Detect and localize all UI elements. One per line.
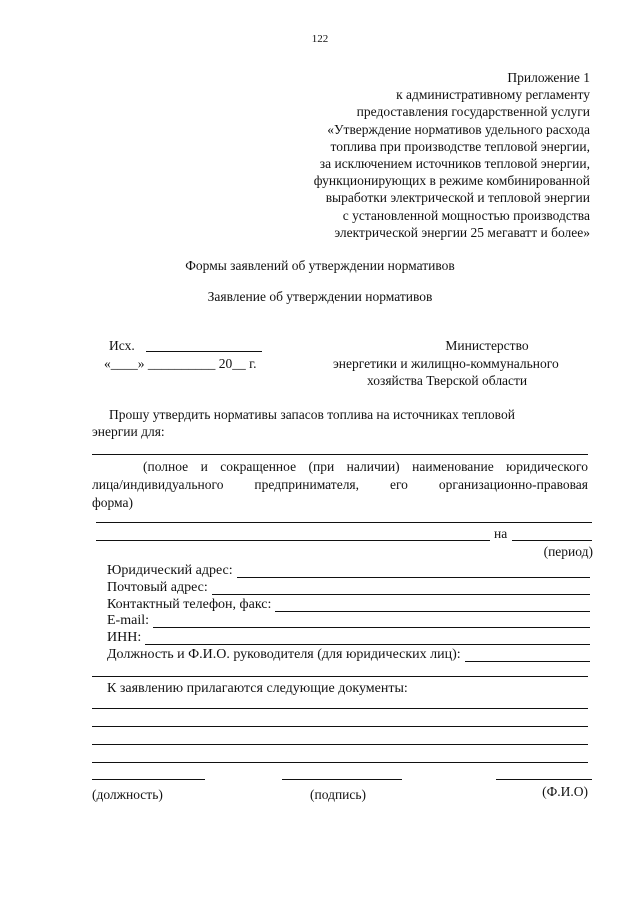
org-name-field[interactable] — [92, 454, 588, 455]
fio-signature-line[interactable] — [496, 779, 592, 780]
phone-fax-label: Контактный телефон, факс: — [107, 597, 272, 612]
org-name-field-2[interactable] — [96, 522, 592, 523]
appendix-line: предоставления государственной услуги — [356, 104, 590, 120]
email-label: E-mail: — [107, 613, 149, 628]
period-field[interactable] — [512, 540, 592, 541]
forms-title: Формы заявлений об утверждении нормативов — [185, 258, 455, 273]
subject-field[interactable] — [96, 540, 490, 541]
attachment-line[interactable] — [92, 726, 588, 727]
head-position-field-2[interactable] — [92, 676, 588, 677]
period-on-label: на — [494, 526, 508, 541]
outgoing-ref-field[interactable] — [146, 351, 262, 352]
signature-caption: (подпись) — [310, 787, 367, 802]
phone-row — [107, 597, 590, 614]
inn-row — [107, 630, 590, 647]
attachment-line[interactable] — [92, 708, 588, 709]
outgoing-ref-label: Исх. — [109, 338, 135, 353]
signature-line[interactable] — [282, 779, 402, 780]
recipient-line: энергетики и жилищно-коммунального — [333, 356, 559, 371]
appendix-block — [314, 69, 590, 241]
fio-caption: (Ф.И.О) — [542, 784, 588, 799]
period-label: (период) — [543, 544, 593, 559]
appendix-line: с установленной мощностью производства — [342, 207, 590, 223]
name-hint-line: форма) — [92, 495, 133, 510]
statement-title: Заявление об утверждении нормативов — [207, 289, 433, 304]
legal-address-label: Юридический адрес: — [107, 563, 233, 578]
email-field[interactable] — [153, 627, 590, 628]
appendix-line: «Утверждение нормативов удельного расхода — [327, 121, 590, 137]
attachment-line[interactable] — [92, 762, 588, 763]
position-caption: (должность) — [92, 787, 163, 802]
attachment-line[interactable] — [92, 744, 588, 745]
head-position-field[interactable] — [465, 661, 590, 662]
position-signature-line[interactable] — [92, 779, 205, 780]
phone-fax-field[interactable] — [275, 611, 590, 612]
appendix-line: за исключением источников тепловой энергии, — [319, 155, 590, 171]
appendix-line: электрической энергии 25 мегаватт и более» — [334, 224, 590, 240]
name-hint-line: лица/индивидуального предпринимателя, его организационно-правовая — [92, 477, 588, 492]
postal-address-label: Почтовый адрес: — [107, 580, 208, 595]
postal-address-field[interactable] — [212, 594, 590, 595]
legal-address-field[interactable] — [237, 577, 590, 578]
recipient-line: хозяйства Тверской области — [367, 373, 528, 388]
appendix-line: Приложение 1 — [507, 70, 590, 85]
outgoing-date: «____» __________ 20__ г. — [104, 356, 257, 371]
appendix-line: функционирующих в режиме комбинированной — [313, 173, 590, 189]
postal-address-row — [107, 580, 590, 597]
appendix-line: выработки электрической и тепловой энергии — [325, 190, 590, 206]
request-line: Прошу утвердить нормативы запасов топлива на источниках тепловой — [109, 407, 515, 422]
inn-label: ИНН: — [107, 630, 142, 645]
email-row — [107, 613, 590, 630]
head-position-label: Должность и Ф.И.О. руководителя (для юридических лиц): — [107, 647, 461, 662]
appendix-line: к административному регламенту — [396, 87, 590, 103]
legal-address-row — [107, 563, 590, 580]
request-line: энергии для: — [92, 424, 165, 439]
appendix-line: топлива при производстве тепловой энергии, — [330, 138, 590, 154]
page-number: 122 — [311, 33, 329, 45]
name-hint-line: (полное и сокращенное (при наличии) наименование юридического — [143, 459, 588, 474]
attachments-label: К заявлению прилагаются следующие документы: — [107, 681, 408, 696]
recipient-line: Министерство — [445, 338, 529, 353]
head-position-row — [107, 647, 590, 664]
inn-field[interactable] — [145, 644, 590, 645]
